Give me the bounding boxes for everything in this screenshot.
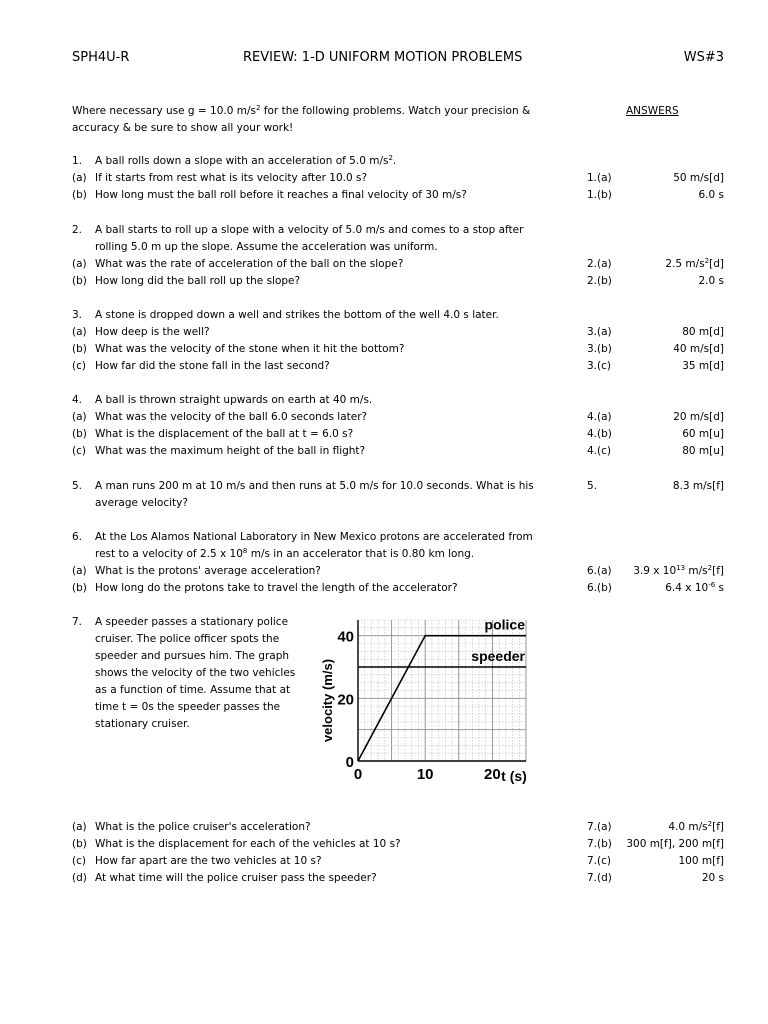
worksheet-number: WS#3 [683, 50, 724, 65]
series-label-speeder: speeder [471, 648, 525, 664]
q6a-answer-id: 6.(a) [587, 565, 612, 577]
q4-stem: A ball is thrown straight upwards on earth at 40 m/s. [95, 394, 373, 406]
graph-labels [320, 617, 527, 784]
q2b-label: (b) [72, 275, 87, 287]
q6b-answer: 6.4 x $10^{-6}$ s [665, 581, 724, 594]
q6b-answer-id: 6.(b) [587, 582, 612, 594]
q5-answer-id: 5. [587, 480, 598, 492]
q7b-text: What is the displacement for each of the vehicles at 10 s? [95, 838, 401, 850]
q2-stem-line-2: rolling 5.0 m up the slope. Assume the acceleration was uniform. [95, 241, 438, 253]
q7a-label: (a) [72, 821, 87, 833]
q1a-text: If it starts from rest what is its velocity after 10.0 s? [95, 172, 368, 184]
q4-number: 4. [72, 394, 83, 406]
q7-stem-line-4: shows the velocity of the two vehicles [95, 667, 296, 679]
q3c-answer-id: 3.(c) [587, 360, 611, 372]
q6b-text: How long do the protons take to travel the length of the accelerator? [95, 582, 458, 594]
q7c-text: How far apart are the two vehicles at 10 s? [95, 855, 322, 867]
q1b-label: (b) [72, 189, 87, 201]
q2a-answer: 2.5 $m/s^2[d]$ [665, 257, 724, 270]
q2b-answer-id: 2.(b) [587, 275, 612, 287]
q7d-text: At what time will the police cruiser pass the speeder? [95, 872, 377, 884]
x-tick-label: 20 [484, 766, 501, 783]
q6-stem-line-2: rest to a velocity of 2.5 x $10^8$ m/s in an accelerator that is 0.80 km long. [95, 547, 475, 560]
q7a-text: What is the police cruiser's acceleration? [95, 821, 311, 833]
x-tick-label: 10 [416, 766, 434, 783]
graph-grid [358, 620, 526, 761]
q7d-answer: 20 s [701, 872, 724, 884]
q4c-label: (c) [72, 445, 86, 457]
velocity-time-graph [318, 612, 538, 792]
course-code: SPH4U-R [72, 50, 130, 65]
q3c-label: (c) [72, 360, 86, 372]
y-tick-label: 40 [337, 628, 354, 646]
q4a-answer: 20 m/s[d] [673, 411, 724, 423]
q7-stem-line-3: speeder and pursues him. The graph [95, 650, 290, 662]
q1-stem: A ball rolls down a slope with an acceleration of 5.0 $m/s^2$. [95, 154, 397, 167]
q3c-text: How far did the stone fall in the last second? [95, 360, 330, 372]
q7b-answer-id: 7.(b) [587, 838, 612, 850]
q3a-answer-id: 3.(a) [587, 326, 612, 338]
y-tick-label: 0 [345, 754, 354, 771]
q7-stem-line-1: A speeder passes a stationary police [95, 616, 289, 628]
q5-stem-line-1: A man runs 200 m at 10 m/s and then runs at 5.0 m/s for 10.0 seconds. What is his [95, 480, 534, 492]
q7-stem-line-2: cruiser. The police officer spots the [95, 633, 280, 645]
q7-stem-line-7: stationary cruiser. [95, 718, 190, 730]
q1b-answer: 6.0 s [698, 189, 724, 201]
q2b-answer: 2.0 s [698, 275, 724, 287]
x-axis-label: t (s) [501, 768, 527, 784]
q7-number: 7. [72, 616, 83, 628]
q3a-answer: 80 m[d] [682, 326, 724, 338]
q6a-text: What is the protons' average acceleration? [95, 565, 321, 577]
x-tick-label: 0 [353, 766, 363, 783]
q7-stem-line-5: as a function of time. Assume that at [95, 684, 291, 696]
q1a-label: (a) [72, 172, 87, 184]
q7c-answer: 100 m[f] [678, 855, 724, 867]
q3c-answer: 35 m[d] [682, 360, 724, 372]
answers-heading: ANSWERS [626, 105, 679, 117]
q4c-text: What was the maximum height of the ball in flight? [95, 445, 366, 457]
q6b-label: (b) [72, 582, 87, 594]
worksheet-title: REVIEW: 1-D UNIFORM MOTION PROBLEMS [243, 50, 523, 65]
q6-stem-line-1: At the Los Alamos National Laboratory in New Mexico protons are accelerated from [95, 531, 533, 543]
y-tick-label: 20 [337, 691, 354, 709]
q2a-text: What was the rate of acceleration of the ball on the slope? [95, 258, 404, 270]
q2-number: 2. [72, 224, 83, 236]
q5-number: 5. [72, 480, 83, 492]
q7c-label: (c) [72, 855, 86, 867]
q1-number: 1. [72, 155, 83, 167]
q4a-text: What was the velocity of the ball 6.0 seconds later? [95, 411, 368, 423]
q5-stem-line-2: average velocity? [95, 497, 188, 509]
q6-number: 6. [72, 531, 83, 543]
q4b-label: (b) [72, 428, 87, 440]
q4b-answer: 60 m[u] [682, 428, 724, 440]
q1b-answer-id: 1.(b) [587, 189, 612, 201]
q2b-text: How long did the ball roll up the slope? [95, 275, 301, 287]
q4a-answer-id: 4.(a) [587, 411, 612, 423]
q7b-label: (b) [72, 838, 87, 850]
q7d-answer-id: 7.(d) [587, 872, 612, 884]
q7a-answer-id: 7.(a) [587, 821, 612, 833]
q7c-answer-id: 7.(c) [587, 855, 611, 867]
y-axis-label: velocity (m/s) [320, 658, 335, 743]
q4c-answer: 80 m[u] [682, 445, 724, 457]
q3-stem: A stone is dropped down a well and strikes the bottom of the well 4.0 s later. [95, 309, 499, 321]
q2-stem-line-1: A ball starts to roll up a slope with a velocity of 5.0 m/s and comes to a stop after [95, 224, 524, 236]
q3b-label: (b) [72, 343, 87, 355]
q7a-answer: 4.0 $m/s^2[f]$ [668, 820, 724, 833]
q3a-text: How deep is the well? [95, 326, 210, 338]
q3a-label: (a) [72, 326, 87, 338]
q2a-answer-id: 2.(a) [587, 258, 612, 270]
q3b-text: What was the velocity of the stone when it hit the bottom? [95, 343, 405, 355]
series-label-police: police [484, 616, 525, 633]
q5-answer: 8.3 m/s[f] [672, 480, 724, 492]
intro-line-2: accuracy & be sure to show all your work! [72, 122, 294, 134]
q1a-answer: 50 m/s[d] [673, 172, 724, 184]
q6a-label: (a) [72, 565, 87, 577]
q1a-answer-id: 1.(a) [587, 172, 612, 184]
q2a-label: (a) [72, 258, 87, 270]
q3b-answer: 40 m/s[d] [673, 343, 724, 355]
q1b-text: How long must the ball roll before it reaches a final velocity of 30 m/s? [95, 189, 467, 201]
q3b-answer-id: 3.(b) [587, 343, 612, 355]
q4b-text: What is the displacement of the ball at t = 6.0 s? [95, 428, 354, 440]
intro-line-1: Where necessary use g = 10.0 $m/s^2$ for the following problems. Watch your precision & [72, 104, 531, 117]
q7b-answer: 300 m[f], 200 m[f] [626, 838, 724, 850]
q6a-answer: 3.9 x $10^{13}$ $m/s^2[f]$ [633, 564, 724, 577]
q4c-answer-id: 4.(c) [587, 445, 611, 457]
q4a-label: (a) [72, 411, 87, 423]
q4b-answer-id: 4.(b) [587, 428, 612, 440]
q7d-label: (d) [72, 872, 87, 884]
q7-stem-line-6: time t = 0s the speeder passes the [95, 701, 281, 713]
q3-number: 3. [72, 309, 83, 321]
